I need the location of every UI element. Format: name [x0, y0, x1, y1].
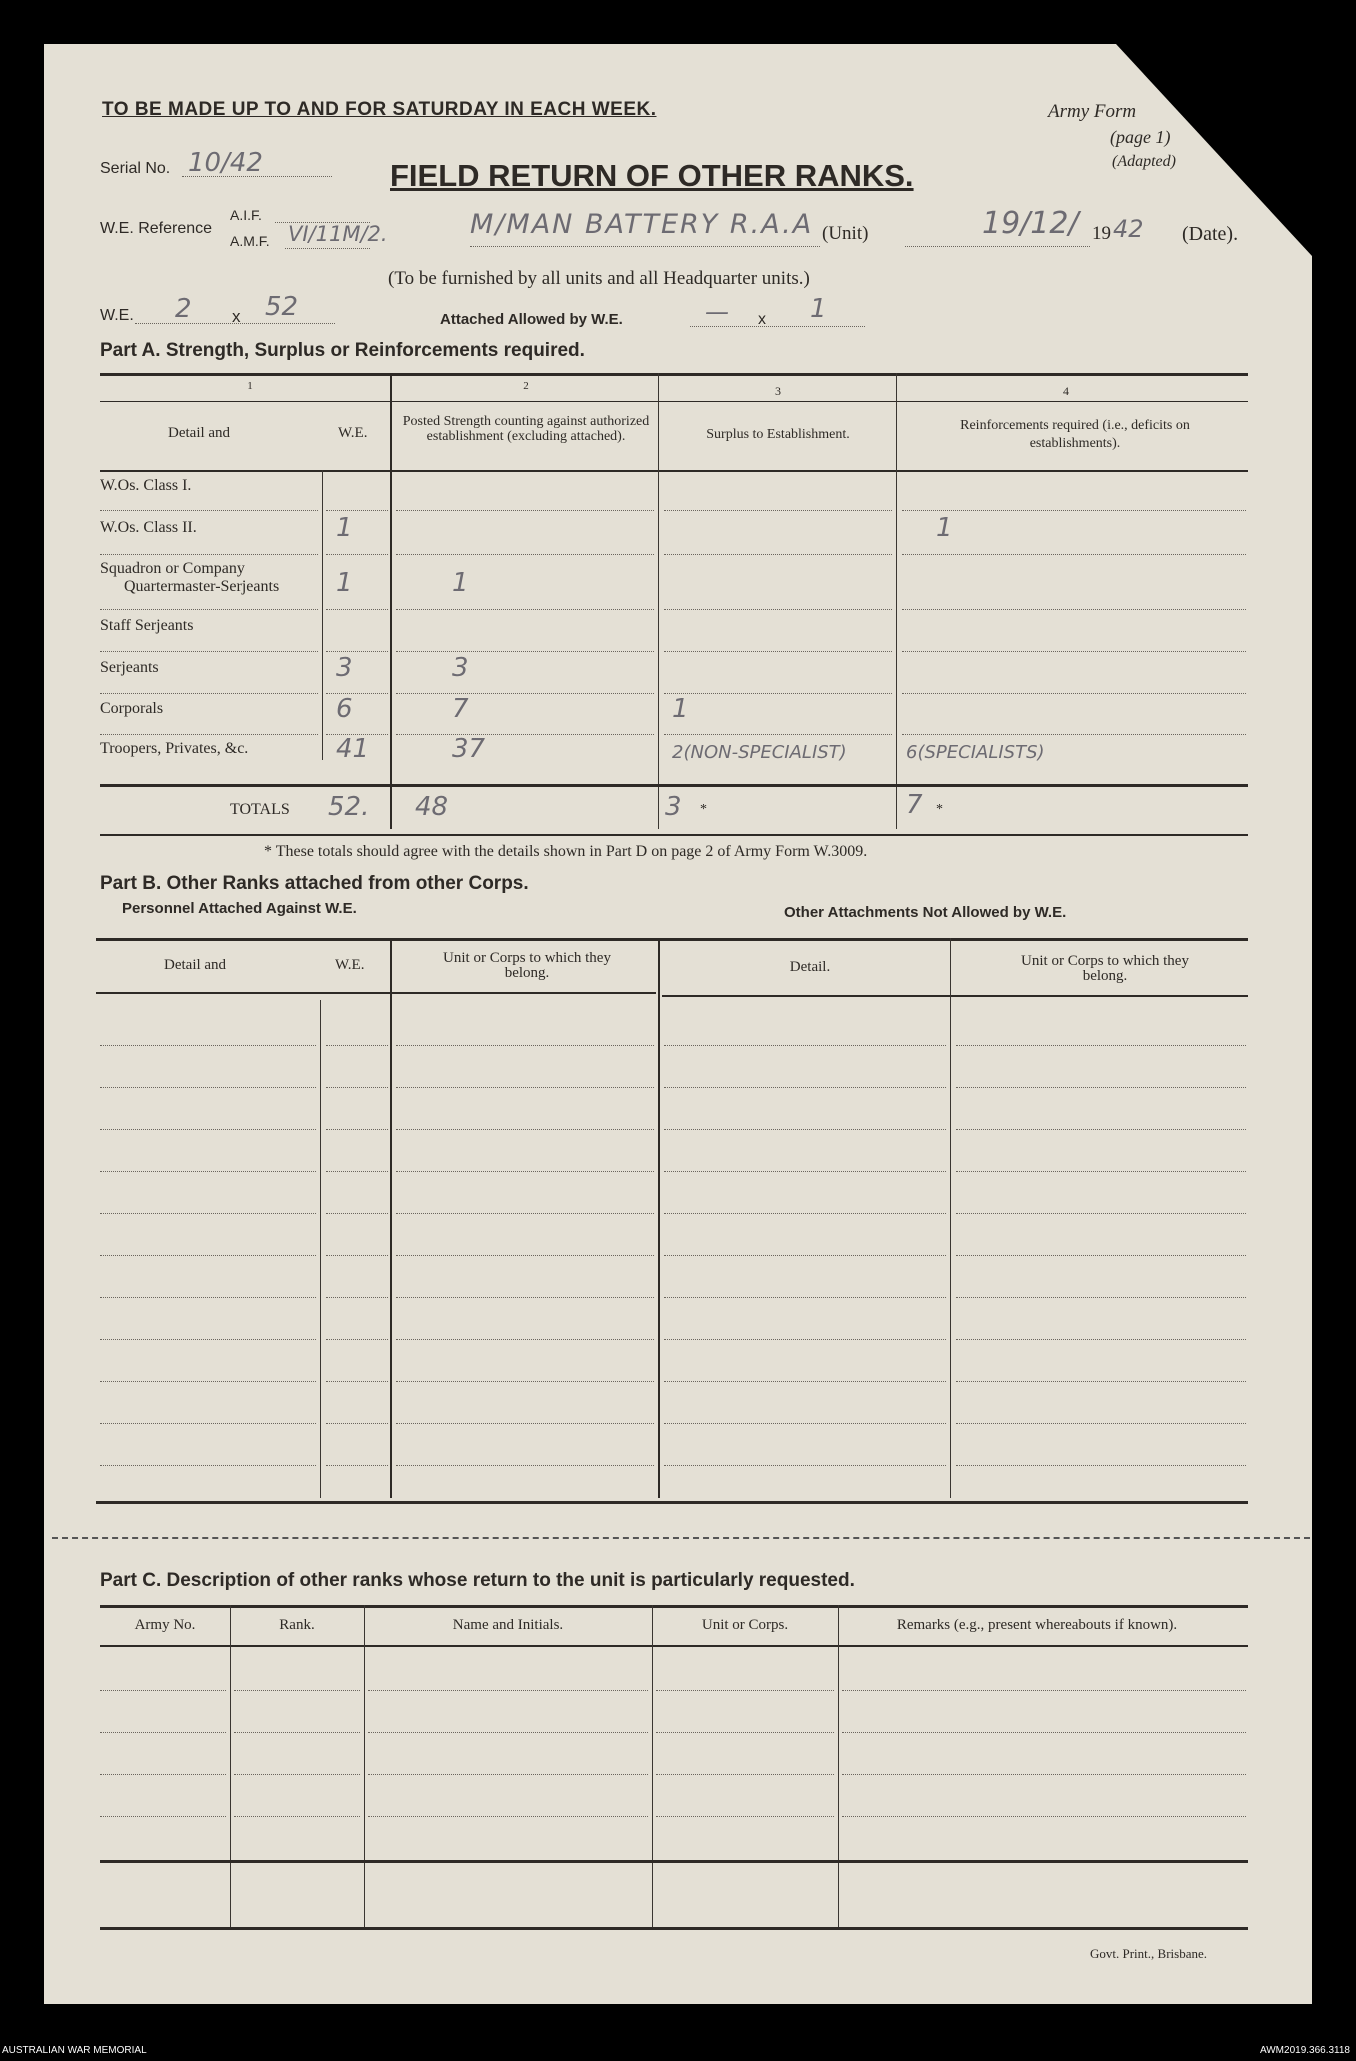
part-a-bottom-rule: [100, 784, 1248, 787]
totals-reinf: 7: [906, 790, 923, 820]
part-b-rule: [326, 1045, 388, 1046]
part-b-rule: [956, 1045, 1246, 1046]
part-b-rule: [100, 1129, 316, 1130]
part-c-rule: [234, 1774, 360, 1775]
part-b-rule: [326, 1423, 388, 1424]
part-b-rule: [326, 1297, 388, 1298]
part-b-rule: [100, 1465, 316, 1466]
weekly-instruction: TO BE MADE UP TO AND FOR SATURDAY IN EACH WEEK.: [102, 99, 657, 120]
part-b-rule: [956, 1297, 1246, 1298]
row-rule: [902, 510, 1246, 511]
row-rule: [664, 510, 892, 511]
part-c-rule: [842, 1690, 1246, 1691]
serial-value: 10/42: [188, 148, 263, 178]
totals-label: TOTALS: [230, 801, 290, 818]
totals-surplus-star: *: [700, 802, 707, 817]
part-b-vline-1: [320, 1000, 321, 1498]
row-rule: [326, 510, 388, 511]
part-b-col-unit2: Unit or Corps to which they belong.: [1021, 953, 1189, 984]
part-b-rule: [956, 1087, 1246, 1088]
part-b-rule: [100, 1045, 316, 1046]
part-a-col-posted: Posted Strength counting against authorized establishment (excluding attached).: [402, 414, 650, 444]
part-b-rule: [956, 1423, 1246, 1424]
part-c-heading: Part C. Description of other ranks whose return to the unit is particularly requested.: [100, 1570, 855, 1591]
furnished-note: (To be furnished by all units and all Headquarter units.): [388, 268, 810, 289]
page-number: (page 1): [1110, 127, 1171, 147]
part-b-rule: [664, 1255, 946, 1256]
col-number-4: 4: [1063, 384, 1069, 398]
part-c-rule: [100, 1774, 226, 1775]
row-rule: [902, 609, 1246, 610]
part-c-col-remarks: Remarks (e.g., present whereabouts if known).: [896, 1617, 1178, 1633]
row-label: Troopers, Privates, &c.: [100, 740, 249, 757]
part-b-rule: [664, 1213, 946, 1214]
attached-value-a: —: [705, 298, 729, 326]
serial-line: [182, 176, 332, 177]
part-c-vline-4: [838, 1605, 839, 1927]
part-c-rule: [842, 1774, 1246, 1775]
part-b-rule: [396, 1381, 654, 1382]
part-b-rule: [956, 1213, 1246, 1214]
we-value-b: 52: [265, 292, 299, 322]
part-b-header-right-rule: [662, 995, 1248, 997]
part-c-rule: [234, 1690, 360, 1691]
part-b-rule: [664, 1465, 946, 1466]
part-c-col-name: Name and Initials.: [452, 1617, 564, 1633]
part-b-rule: [326, 1255, 388, 1256]
we-line: [135, 323, 335, 324]
part-b-rule: [100, 1087, 316, 1088]
row-rule: [396, 510, 654, 511]
part-b-rule: [396, 1465, 654, 1466]
date-label: (Date).: [1182, 223, 1239, 245]
row-rule: [664, 554, 892, 555]
row-rule: [902, 693, 1246, 694]
amf-label: A.M.F.: [230, 233, 270, 249]
part-b-rule: [664, 1381, 946, 1382]
we-value-a: 2: [175, 294, 192, 324]
part-b-rule: [956, 1171, 1246, 1172]
aif-label: A.I.F.: [230, 207, 262, 223]
serial-label: Serial No.: [100, 160, 171, 177]
part-b-heading: Part B. Other Ranks attached from other Corps.: [100, 873, 529, 894]
row-rule: [396, 651, 654, 652]
row-rule: [902, 554, 1246, 555]
row-label: W.Os. Class I.: [100, 477, 192, 494]
part-a-top-rule: [100, 373, 1248, 376]
part-b-header-left-rule: [96, 992, 656, 994]
part-b-rule: [100, 1423, 316, 1424]
row-rule: [396, 693, 654, 694]
part-c-rule: [100, 1816, 226, 1817]
footer-accession: AWM2019.366.3118: [1259, 2045, 1350, 2056]
army-form-label: Army Form: [1048, 101, 1137, 122]
part-a-col-detail: Detail and: [168, 425, 231, 441]
part-b-rule: [664, 1423, 946, 1424]
row-rule: [326, 651, 388, 652]
row-rule: [396, 609, 654, 610]
form-title: FIELD RETURN OF OTHER RANKS.: [390, 158, 914, 193]
row-posted: 37: [452, 734, 486, 764]
row-we: 6: [336, 694, 353, 724]
part-c-rule: [234, 1732, 360, 1733]
attached-value-b: 1: [810, 294, 827, 324]
part-b-rule: [100, 1255, 316, 1256]
row-surplus: 2(NON-SPECIALIST): [672, 742, 847, 763]
printer-imprint: Govt. Print., Brisbane.: [1090, 1946, 1207, 1961]
part-b-rule: [396, 1213, 654, 1214]
part-a-number-rule: [100, 401, 1248, 402]
attached-label: Attached Allowed by W.E.: [440, 311, 623, 328]
part-b-rule: [956, 1381, 1246, 1382]
footer-institution: AUSTRALIAN WAR MEMORIAL: [2, 2045, 147, 2056]
row-rule: [396, 554, 654, 555]
part-c-rule: [234, 1816, 360, 1817]
part-b-vline-3: [658, 938, 660, 1498]
part-c-vline-3: [652, 1605, 653, 1927]
part-a-heading: Part A. Strength, Surplus or Reinforcements required.: [100, 340, 585, 361]
part-b-rule: [956, 1465, 1246, 1466]
part-b-rule: [326, 1465, 388, 1466]
totals-posted: 48: [415, 792, 449, 822]
part-b-rule: [396, 1297, 654, 1298]
part-b-rule: [326, 1213, 388, 1214]
part-b-sub-right: Other Attachments Not Allowed by W.E.: [784, 904, 1067, 921]
row-we: 1: [336, 513, 353, 543]
part-c-vline-1: [230, 1605, 231, 1927]
part-c-rule: [656, 1816, 834, 1817]
part-b-rule: [326, 1339, 388, 1340]
totals-reinf-star: *: [936, 802, 943, 817]
part-b-rule: [326, 1129, 388, 1130]
part-c-col-army-no: Army No.: [134, 1617, 196, 1633]
part-c-rule: [656, 1690, 834, 1691]
part-b-rule: [396, 1339, 654, 1340]
part-b-rule: [956, 1129, 1246, 1130]
part-b-rule: [100, 1339, 316, 1340]
part-c-top-rule: [100, 1605, 1248, 1608]
part-b-rule: [396, 1171, 654, 1172]
we-reference-label: W.E. Reference: [100, 220, 213, 237]
part-b-rule: [100, 1297, 316, 1298]
row-we: 41: [336, 734, 370, 764]
part-b-rule: [326, 1171, 388, 1172]
part-b-rule: [956, 1255, 1246, 1256]
part-c-header-rule: [100, 1645, 1248, 1647]
col-number-3: 3: [775, 384, 781, 398]
row-reinf: 1: [936, 513, 953, 543]
we-x: x: [232, 307, 241, 326]
adapted-label: (Adapted): [1112, 153, 1176, 170]
part-b-vline-4: [950, 938, 951, 1498]
part-b-rule: [664, 1087, 946, 1088]
part-c-rule: [368, 1690, 648, 1691]
row-rule: [100, 651, 318, 652]
part-c-rule: [842, 1816, 1246, 1817]
col-number-2: 2: [523, 380, 529, 392]
row-label: Serjeants: [100, 659, 159, 676]
part-c-col-rank: Rank.: [279, 1617, 315, 1633]
col-number-1: 1: [247, 380, 253, 392]
part-a-vline-2: [658, 373, 659, 829]
row-posted: 1: [452, 568, 469, 598]
part-c-rule: [368, 1732, 648, 1733]
part-b-rule: [956, 1339, 1246, 1340]
part-a-col-reinf: Reinforcements required (i.e., deficits on establishments).: [960, 418, 1190, 451]
part-c-rule: [368, 1774, 648, 1775]
attached-line: [690, 326, 865, 327]
row-we: 1: [336, 568, 353, 598]
row-posted: 7: [452, 694, 469, 724]
part-b-rule: [664, 1339, 946, 1340]
part-a-vline-we: [322, 470, 323, 760]
row-reinf: 6(SPECIALISTS): [906, 742, 1045, 763]
row-rule: [664, 651, 892, 652]
amf-line: [285, 248, 370, 249]
row-label: W.Os. Class II.: [100, 519, 197, 536]
part-c-rule: [842, 1732, 1246, 1733]
part-b-col-detail: Detail and: [164, 957, 227, 973]
row-rule: [326, 554, 388, 555]
year-prefix: 19: [1092, 223, 1111, 244]
row-rule: [396, 734, 654, 735]
part-b-rule: [100, 1213, 316, 1214]
row-rule: [100, 554, 318, 555]
part-a-col-surplus: Surplus to Establishment.: [706, 427, 850, 442]
row-rule: [100, 734, 318, 735]
part-b-col-we: W.E.: [335, 957, 365, 973]
row-rule: [326, 609, 388, 610]
unit-value: M/MAN BATTERY R.A.A: [470, 209, 814, 240]
row-we: 3: [336, 653, 353, 683]
row-label: Squadron or Company: [100, 560, 245, 577]
part-a-totals-rule: [100, 834, 1248, 836]
part-c-rule: [656, 1732, 834, 1733]
row-rule: [902, 734, 1246, 735]
part-a-footnote: * These totals should agree with the details shown in Part D on page 2 of Army Form W.3009.: [264, 843, 868, 860]
part-b-rule: [326, 1381, 388, 1382]
part-b-rule: [100, 1171, 316, 1172]
date-line: [905, 246, 1090, 247]
year-value: 42: [1113, 215, 1144, 243]
part-b-vline-2: [390, 938, 392, 1498]
part-b-rule: [664, 1171, 946, 1172]
unit-label: (Unit): [822, 223, 869, 244]
part-b-rule: [664, 1297, 946, 1298]
part-b-top-rule: [96, 938, 1248, 941]
part-c-rule: [100, 1690, 226, 1691]
row-surplus: 1: [672, 694, 689, 724]
we-label: W.E.: [100, 307, 134, 324]
part-b-rule: [664, 1129, 946, 1130]
attached-x: x: [758, 311, 766, 328]
part-c-rule: [656, 1774, 834, 1775]
row-label-2: Quartermaster-Serjeants: [124, 578, 280, 595]
part-b-rule: [396, 1045, 654, 1046]
tear-off-line: [52, 1537, 1310, 1539]
part-b-rule: [396, 1087, 654, 1088]
part-c-bottom-rule: [100, 1927, 1248, 1930]
form-paper: [44, 44, 1312, 2004]
part-b-rule: [100, 1381, 316, 1382]
part-c-rule: [368, 1816, 648, 1817]
part-b-col-detail2: Detail.: [789, 959, 831, 975]
row-rule: [902, 651, 1246, 652]
part-c-rule: [100, 1732, 226, 1733]
part-c-vline-2: [364, 1605, 365, 1927]
row-label: Staff Serjeants: [100, 617, 194, 634]
totals-we: 52.: [328, 792, 370, 822]
part-a-col-we: W.E.: [338, 425, 368, 441]
date-value: 19/12/: [982, 206, 1079, 241]
part-b-rule: [664, 1045, 946, 1046]
part-b-rule: [396, 1255, 654, 1256]
row-rule: [100, 510, 318, 511]
part-b-bottom-rule: [96, 1501, 1248, 1504]
part-c-mid-rule: [100, 1860, 1248, 1863]
part-a-vline-3: [896, 373, 897, 829]
row-rule: [664, 609, 892, 610]
row-label: Corporals: [100, 700, 164, 717]
row-rule: [100, 693, 318, 694]
row-rule: [664, 734, 892, 735]
part-b-rule: [396, 1423, 654, 1424]
part-b-col-unit: Unit or Corps to which they belong.: [443, 950, 611, 981]
part-b-rule: [396, 1129, 654, 1130]
unit-line: [470, 246, 820, 247]
part-a-header-rule: [100, 470, 1248, 472]
part-c-col-unit: Unit or Corps.: [701, 1617, 789, 1633]
part-b-rule: [326, 1087, 388, 1088]
part-a-vline-1: [390, 373, 392, 829]
row-rule: [664, 693, 892, 694]
totals-surplus: 3: [665, 792, 682, 822]
part-b-sub-left: Personnel Attached Against W.E.: [122, 900, 357, 917]
row-rule: [100, 609, 318, 610]
row-posted: 3: [452, 653, 469, 683]
we-reference-value: VI/11M/2.: [288, 222, 388, 246]
